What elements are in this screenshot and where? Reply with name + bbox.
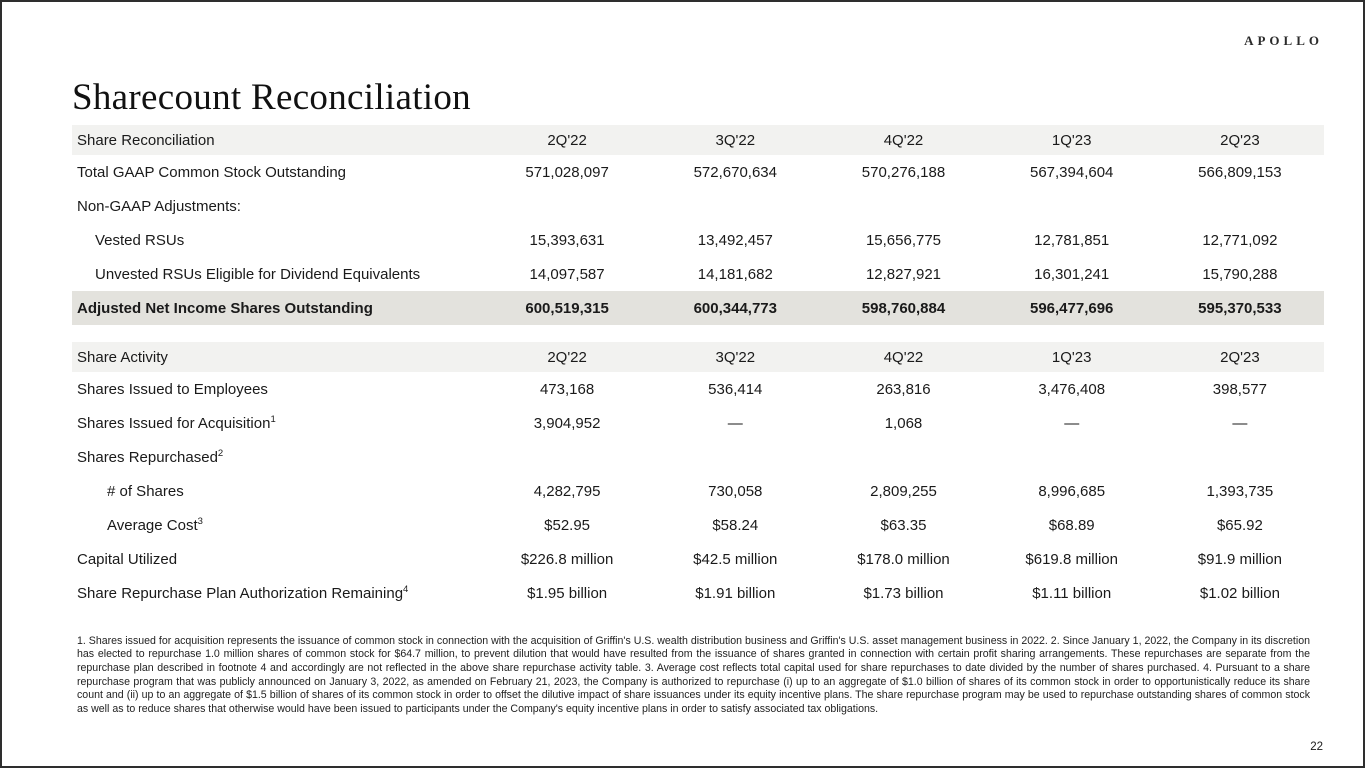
cell-value: 13,492,457 bbox=[697, 231, 773, 249]
cell-value: $1.11 billion bbox=[1032, 584, 1112, 602]
cell-value: 14,097,587 bbox=[529, 265, 605, 283]
row-label: Total GAAP Common Stock Outstanding bbox=[77, 163, 347, 181]
table-row bbox=[72, 542, 1324, 576]
table-row bbox=[72, 223, 1324, 257]
row-label: Adjusted Net Income Shares Outstanding bbox=[77, 299, 373, 317]
table-row bbox=[72, 406, 1324, 440]
cell-value: 16,301,241 bbox=[1034, 265, 1110, 283]
row-label: Vested RSUs bbox=[95, 231, 185, 249]
table-row bbox=[72, 257, 1324, 291]
cell-value: 572,670,634 bbox=[693, 163, 777, 181]
column-header: 2Q'22 bbox=[547, 348, 587, 366]
cell-value: 398,577 bbox=[1212, 380, 1267, 398]
cell-value: 1,393,735 bbox=[1206, 482, 1274, 500]
column-header: 2Q'23 bbox=[1220, 348, 1260, 366]
table-header-row bbox=[72, 125, 1324, 155]
cell-value: 2,809,255 bbox=[870, 482, 937, 500]
tables-container bbox=[72, 125, 1324, 610]
cell-value: $65.92 bbox=[1216, 516, 1263, 534]
cell-value: 4,282,795 bbox=[533, 482, 601, 500]
table-header-label: Share Activity bbox=[77, 348, 168, 366]
cell-value: 3,476,408 bbox=[1038, 380, 1106, 398]
cell-value: 600,344,773 bbox=[693, 299, 777, 317]
page-title: Sharecount Reconciliation bbox=[72, 76, 471, 118]
cell-value: 570,276,188 bbox=[861, 163, 946, 181]
row-label: Shares Repurchased$^2$ bbox=[77, 447, 224, 466]
table-row bbox=[72, 189, 1324, 223]
row-label: Unvested RSUs Eligible for Dividend Equivalents bbox=[95, 265, 421, 283]
cell-value: 596,477,696 bbox=[1029, 299, 1114, 317]
cell-value: 15,393,631 bbox=[529, 231, 605, 249]
cell-value: 15,656,775 bbox=[865, 231, 942, 249]
cell-value: $619.8 million bbox=[1025, 550, 1118, 568]
column-header: 4Q'22 bbox=[883, 131, 924, 149]
cell-value: $1.73 billion bbox=[863, 584, 944, 602]
cell-value: — bbox=[727, 414, 743, 432]
share-reconciliation-table bbox=[72, 125, 1324, 325]
column-header: 1Q'23 bbox=[1051, 348, 1092, 366]
cell-value: $52.95 bbox=[544, 516, 591, 534]
table-row bbox=[72, 576, 1324, 610]
cell-value: 567,394,604 bbox=[1029, 163, 1114, 181]
footnote-marker: 1 bbox=[270, 413, 276, 425]
column-header: 2Q'23 bbox=[1220, 131, 1260, 149]
cell-value: 1,068 bbox=[884, 414, 923, 432]
cell-value: $63.35 bbox=[880, 516, 927, 534]
column-header: 4Q'22 bbox=[883, 348, 924, 366]
table-row bbox=[72, 291, 1324, 325]
cell-value: — bbox=[1232, 414, 1248, 432]
cell-value: $1.02 billion bbox=[1199, 584, 1280, 602]
page-number: 22 bbox=[1310, 741, 1323, 753]
cell-value: $1.91 billion bbox=[695, 584, 776, 602]
cell-value: 12,827,921 bbox=[865, 265, 942, 283]
row-label: Average Cost$^3$ bbox=[107, 515, 203, 534]
cell-value: 263,816 bbox=[876, 380, 931, 398]
table-row bbox=[72, 440, 1324, 474]
table-row bbox=[72, 508, 1324, 542]
cell-value: 730,058 bbox=[708, 482, 763, 500]
column-header: 1Q'23 bbox=[1051, 131, 1092, 149]
footnote-marker: 4 bbox=[403, 583, 409, 595]
cell-value: $178.0 million bbox=[857, 550, 950, 568]
row-label: Non-GAAP Adjustments: bbox=[77, 197, 241, 215]
share-activity-table bbox=[72, 342, 1324, 610]
row-label: Shares Issued for Acquisition$^1$ bbox=[77, 413, 276, 432]
table-row bbox=[72, 474, 1324, 508]
row-label: Capital Utilized bbox=[77, 550, 178, 568]
row-label: # of Shares bbox=[107, 482, 184, 500]
cell-value: 15,790,288 bbox=[1202, 265, 1278, 283]
cell-value: 3,904,952 bbox=[533, 414, 601, 432]
cell-value: 536,414 bbox=[708, 380, 763, 398]
footnotes-text: 1. Shares issued for acquisition represents the issuance of common stock in connection with the acquisition of Griffin's U.S. wealth distribution business and Griffin's U.S. asset management business in 2022. 2. Since January 1, 2022, the Company in its discretion has elected to repurchase 1.0 million shares of common stock for $64.7 million, to prevent dilution that would have resulted from the issuance of shares granted in connection with certain profit sharing arrangements. These repurchases are separate from the repurchase plan described in footnote 4 and accordingly are not reflected in the above share repurchase activity table. 3. Average cost reflects total capital used for share repurchases to date divided by the number of shares purchased. 4. Pursuant to a share repurchase program that was publicly announced on January 3, 2022, as amended on February 21, 2023, the Company is authorized to repurchase (i) up to an aggregate of $1.0 billion of shares of its common stock in order to opportunistically reduce its share count and (ii) up to an aggregate of $1.5 billion of shares of its common stock in order to offset the dilutive impact of share issuances under its equity incentive plans. The share repurchase program may be used to repurchase outstanding shares of common stock as well as to reduce shares that otherwise would have been issued to participants under the Company's equity incentive plans in order to satisfy associated tax obligations. bbox=[77, 634, 1310, 716]
cell-value: $58.24 bbox=[712, 516, 759, 534]
row-label: Shares Issued to Employees bbox=[77, 380, 268, 398]
row-label: Share Repurchase Plan Authorization Remaining$^4$ bbox=[77, 583, 409, 602]
cell-value: 595,370,533 bbox=[1198, 299, 1282, 317]
cell-value: 8,996,685 bbox=[1038, 482, 1106, 500]
footnote-marker: 2 bbox=[217, 447, 224, 459]
cell-value: 473,168 bbox=[539, 380, 595, 398]
table-header-label: Share Reconciliation bbox=[77, 131, 215, 149]
table-row bbox=[72, 155, 1324, 189]
cell-value: 598,760,884 bbox=[861, 299, 946, 317]
cell-value: $42.5 million bbox=[693, 550, 778, 568]
column-header: 3Q'22 bbox=[715, 348, 756, 366]
footnote-marker: 3 bbox=[197, 515, 203, 527]
cell-value: 12,781,851 bbox=[1034, 231, 1110, 249]
column-header: 3Q'22 bbox=[715, 131, 756, 149]
cell-value: $1.95 billion bbox=[527, 584, 608, 602]
cell-value: 566,809,153 bbox=[1198, 163, 1282, 181]
cell-value: — bbox=[1064, 414, 1080, 432]
cell-value: 571,028,097 bbox=[525, 163, 609, 181]
cell-value: $226.8 million bbox=[520, 550, 614, 568]
cell-value: 12,771,092 bbox=[1202, 231, 1278, 249]
table-header-row bbox=[72, 342, 1324, 372]
cell-value: $68.89 bbox=[1048, 516, 1095, 534]
cell-value: 14,181,682 bbox=[697, 265, 773, 283]
apollo-logo: APOLLO bbox=[1244, 33, 1323, 48]
column-header: 2Q'22 bbox=[547, 131, 587, 149]
cell-value: 600,519,315 bbox=[525, 299, 609, 317]
cell-value: $91.9 million bbox=[1197, 550, 1282, 568]
table-row bbox=[72, 372, 1324, 406]
